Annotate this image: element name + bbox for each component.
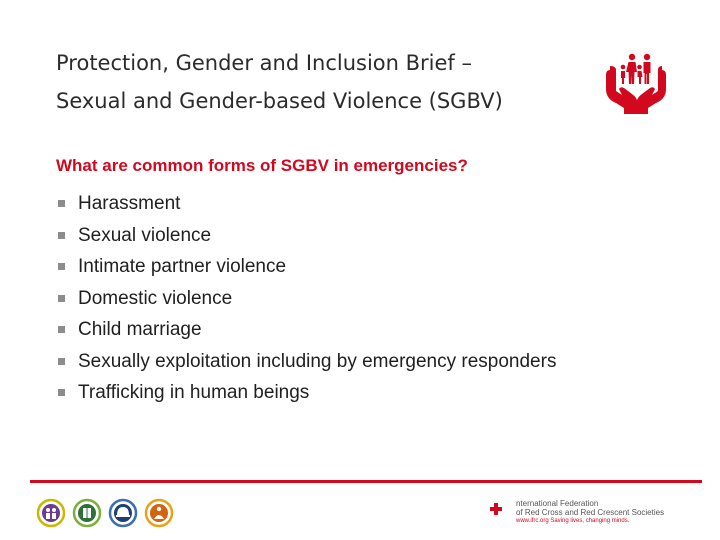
- title-line-1: Protection, Gender and Inclusion Brief –: [56, 51, 473, 75]
- sgbv-forms-list: [56, 188, 556, 409]
- bullet-square-icon: [58, 263, 65, 270]
- ifrc-tagline: www.ifrc.org Saving lives, changing minds.: [516, 518, 630, 524]
- bullet-square-icon: [58, 232, 65, 239]
- footer-divider: [30, 480, 702, 483]
- ifrc-name-line-1: nternational Federation: [516, 499, 599, 508]
- bullet-square-icon: [58, 295, 65, 302]
- list-item: Child marriage: [56, 314, 556, 346]
- title-line-2: Sexual and Gender-based Violence (SGBV): [56, 89, 503, 113]
- bullet-square-icon: [58, 326, 65, 333]
- list-item: Intimate partner violence: [56, 251, 556, 283]
- footer-icon-row: [36, 498, 174, 528]
- helmet-circle-icon: [108, 498, 138, 528]
- bullet-square-icon: [58, 389, 65, 396]
- section-heading: What are common forms of SGBV in emergencies?: [56, 156, 468, 175]
- care-circle-icon: [144, 498, 174, 528]
- page-title: [56, 44, 616, 120]
- list-item: Sexual violence: [56, 220, 556, 252]
- bullet-square-icon: [58, 200, 65, 207]
- ifrc-name-line-2: of Red Cross and Red Crescent Societies: [516, 507, 665, 517]
- list-item: Trafficking in human beings: [56, 377, 556, 409]
- protection-hands-logo-icon: [604, 50, 668, 116]
- ifrc-wordmark: [516, 500, 686, 526]
- people-circle-icon: [36, 498, 66, 528]
- book-circle-icon: [72, 498, 102, 528]
- list-item: Domestic violence: [56, 283, 556, 315]
- list-item: Sexually exploitation including by emergency responders: [56, 346, 556, 378]
- bullet-square-icon: [58, 358, 65, 365]
- list-item: Harassment: [56, 188, 556, 220]
